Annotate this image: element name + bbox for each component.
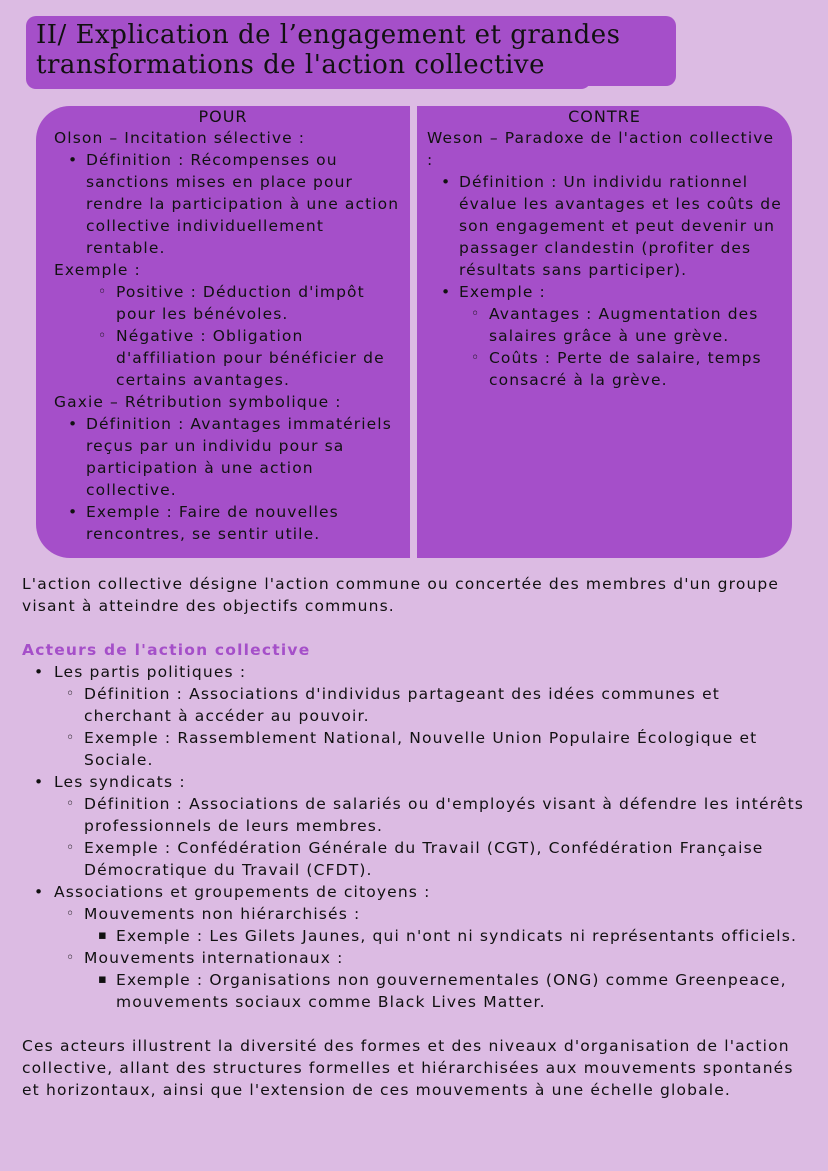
olson-title: Olson – Incitation sélective : <box>54 129 306 147</box>
non-hierarchises-exemple: ▪ Exemple : Les Gilets Jaunes, qui n'ont ni syndicats ni représentants officiels. <box>22 925 812 947</box>
contre-body <box>417 127 792 391</box>
pour-contre-table <box>36 106 792 558</box>
weson-title: Weson – Paradoxe de l'action collective : <box>427 129 775 169</box>
partis-exemple: ◦ Exemple : Rassemblement National, Nouvelle Union Populaire Écologique et Sociale. <box>22 727 812 771</box>
pour-header: POUR <box>198 107 248 126</box>
actors-heading: Acteurs de l'action collective <box>22 641 311 659</box>
closing-paragraph: Ces acteurs illustrent la diversité des formes et des niveaux d'organisation de l'action collective, allant des structures formelles et hiérarchisées aux mouvements spontanés et horizontaux, ainsi que l'extension de ces mouvements à une échelle globale. <box>22 1037 794 1099</box>
section-title <box>26 16 676 86</box>
syndicats-definition: ◦ Définition : Associations de salariés ou d'employés visant à défendre les intérêts professionnels de leurs membres. <box>22 793 812 837</box>
avantages-example: ◦ Avantages : Augmentation des salaires grâce à une grève. <box>427 303 786 347</box>
partis-item: • Les partis politiques : <box>22 661 812 683</box>
weson-definition: • Définition : Un individu rationnel évalue les avantages et les coûts de son engagement et peut devenir un passager clandestin (profiter des résultats sans participer). <box>427 171 786 281</box>
pour-exemple-label: Exemple : <box>54 261 141 279</box>
olson-definition: • Définition : Récompenses ou sanctions mises en place pour rendre la participation à une action collective individuellement rentable. <box>54 149 404 259</box>
title-line-1: II/ Explication de l’engagement et grandes <box>36 20 621 50</box>
associations-item: • Associations et groupements de citoyens : <box>22 881 812 903</box>
partis-definition: ◦ Définition : Associations d'individus partageant des idées communes et cherchant à accéder au pouvoir. <box>22 683 812 727</box>
non-hierarchises-item: ◦ Mouvements non hiérarchisés : <box>22 903 812 925</box>
gaxie-definition: • Définition : Avantages immatériels reçus par un individu pour sa participation à une action collective. <box>54 413 404 501</box>
title-line-2: transformations de l'action collective <box>36 50 545 80</box>
syndicats-exemple: ◦ Exemple : Confédération Générale du Travail (CGT), Confédération Française Démocratique du Travail (CFDT). <box>22 837 812 881</box>
positive-example: ◦ Positive : Déduction d'impôt pour les bénévoles. <box>54 281 404 325</box>
contre-header: CONTRE <box>568 107 641 126</box>
internationaux-item: ◦ Mouvements internationaux : <box>22 947 812 969</box>
syndicats-item: • Les syndicats : <box>22 771 812 793</box>
contre-column <box>417 106 792 558</box>
internationaux-exemple: ▪ Exemple : Organisations non gouvernementales (ONG) comme Greenpeace, mouvements sociaux comme Black Lives Matter. <box>22 969 812 1013</box>
gaxie-exemple: • Exemple : Faire de nouvelles rencontres, se sentir utile. <box>54 501 404 545</box>
main-text <box>22 573 812 1101</box>
contre-exemple-label: • Exemple : <box>427 281 786 303</box>
negative-example: ◦ Négative : Obligation d'affiliation pour bénéficier de certains avantages. <box>54 325 404 391</box>
pour-body <box>36 127 410 545</box>
pour-column <box>36 106 410 558</box>
intro-paragraph: L'action collective désigne l'action commune ou concertée des membres d'un groupe visant à atteindre des objectifs communs. <box>22 575 780 615</box>
couts-example: ◦ Coûts : Perte de salaire, temps consacré à la grève. <box>427 347 786 391</box>
gaxie-title: Gaxie – Rétribution symbolique : <box>54 393 342 411</box>
